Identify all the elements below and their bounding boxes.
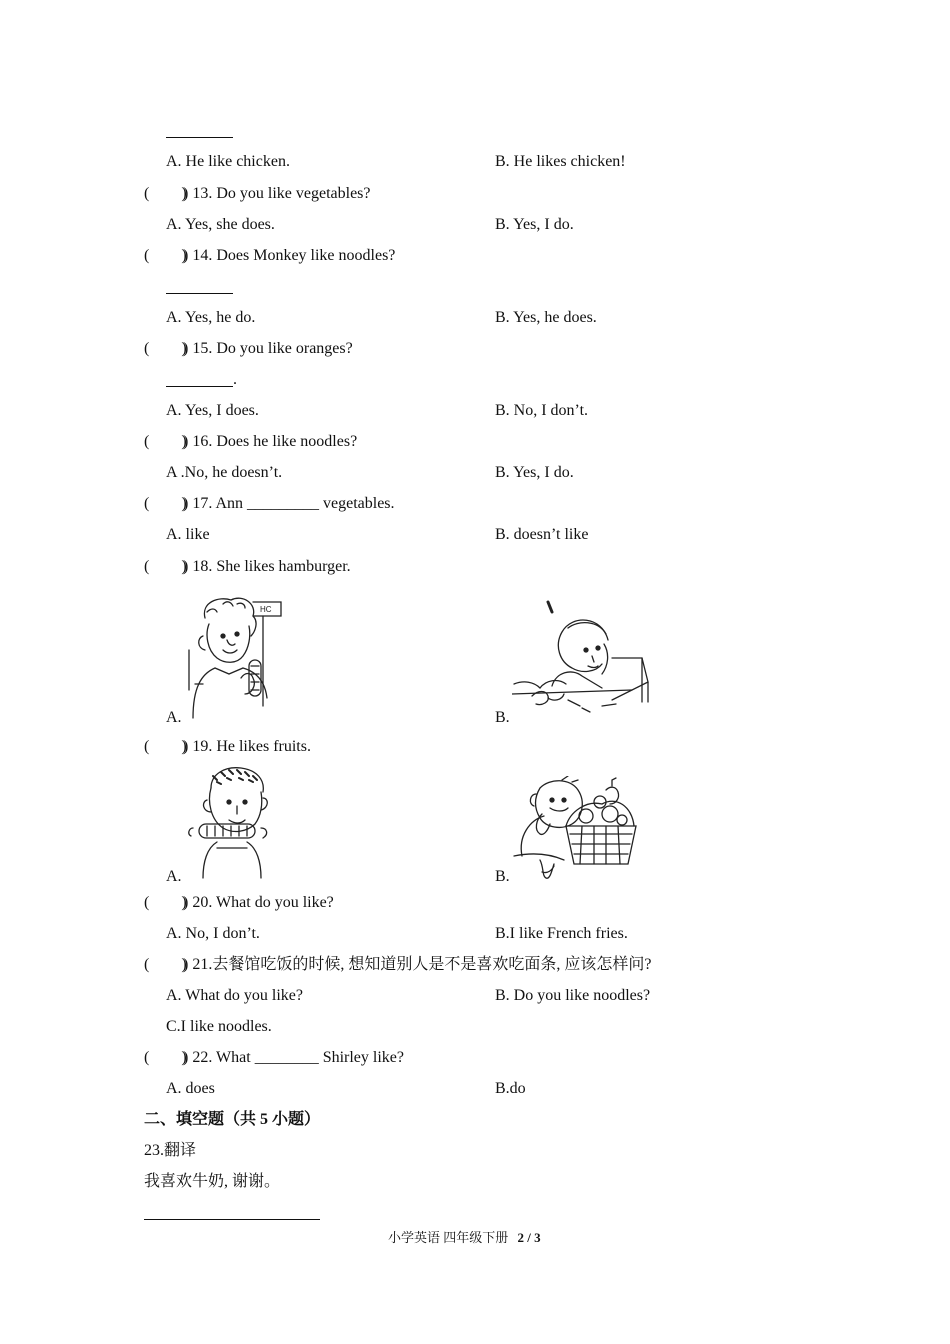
question-stem: ) 16. Does he like noodles?: [183, 433, 358, 450]
option-b: B. doesn’t like: [495, 526, 589, 543]
option-c: C.I like noodles.: [166, 1018, 272, 1035]
answer-paren: ( ): [144, 185, 187, 202]
question-stem: ) 15. Do you like oranges?: [183, 340, 353, 357]
option-b: B.do: [495, 1080, 526, 1097]
svg-text:HC: HC: [260, 605, 272, 614]
question-stem: ) 17. Ann _________ vegetables.: [183, 495, 395, 512]
option-b: B. No, I don’t.: [495, 402, 589, 419]
option-a: A.: [166, 709, 182, 726]
answer-paren: ( ): [144, 495, 187, 512]
boy-eating-corn-picture: [183, 766, 283, 880]
girl-at-desk-picture: [512, 598, 652, 722]
answer-paren: ( ): [144, 340, 187, 357]
page-footer: [388, 1230, 541, 1246]
question-stem: ) 21.去餐馆吃饭的时候, 想知道别人是不是喜欢吃面条, 应该怎样问?: [183, 956, 652, 973]
answer-paren: ( ): [144, 894, 187, 911]
answer-blank: [166, 386, 233, 387]
answer-blank: [166, 137, 233, 138]
option-b: B. Yes, he does.: [495, 309, 597, 326]
answer-paren: ( ): [144, 1049, 187, 1066]
option-a: A. What do you like?: [166, 987, 304, 1004]
option-b: B.: [495, 709, 510, 726]
question-stem: ) 20. What do you like?: [183, 894, 334, 911]
answer-paren: ( ): [144, 247, 187, 264]
answer-line: [144, 1219, 320, 1220]
option-b: B.I like French fries.: [495, 925, 628, 942]
option-b: B. Do you like noodles?: [495, 987, 651, 1004]
page-number: 2 / 3: [517, 1230, 541, 1245]
section-heading: 二、填空题（共 5 小题）: [144, 1111, 321, 1128]
monkey-with-fruit-basket-picture: [512, 776, 638, 880]
question-text: 我喜欢牛奶, 谢谢。: [144, 1173, 281, 1190]
option-a: A. does: [166, 1080, 215, 1097]
option-a: A.: [166, 868, 182, 885]
option-a: A. Yes, I does.: [166, 402, 259, 419]
option-a: A. No, I don’t.: [166, 925, 260, 942]
option-a: A .No, he doesn’t.: [166, 464, 283, 481]
question-stem: ) 19. He likes fruits.: [183, 738, 311, 755]
option-a: A. like: [166, 526, 210, 543]
question-stem: ) 14. Does Monkey like noodles?: [183, 247, 396, 264]
option-a: A. He like chicken.: [166, 153, 290, 170]
answer-paren: ( ): [144, 956, 187, 973]
answer-blank: [166, 293, 233, 294]
option-b: B. He likes chicken!: [495, 153, 626, 170]
footer-title: 小学英语 四年级下册: [388, 1230, 509, 1245]
blank-period: .: [233, 371, 237, 388]
answer-paren: ( ): [144, 433, 187, 450]
answer-paren: ( ): [144, 558, 187, 575]
option-b: B. Yes, I do.: [495, 216, 574, 233]
question-stem: ) 22. What ________ Shirley like?: [183, 1049, 404, 1066]
option-a: A. Yes, she does.: [166, 216, 275, 233]
option-b: B. Yes, I do.: [495, 464, 574, 481]
boy-eating-hotdog-picture: [183, 588, 283, 720]
question-label: 23.翻译: [144, 1142, 197, 1159]
option-a: A. Yes, he do.: [166, 309, 256, 326]
option-b: B.: [495, 868, 510, 885]
question-stem: ) 18. She likes hamburger.: [183, 558, 351, 575]
answer-paren: ( ): [144, 738, 187, 755]
question-stem: ) 13. Do you like vegetables?: [183, 185, 371, 202]
